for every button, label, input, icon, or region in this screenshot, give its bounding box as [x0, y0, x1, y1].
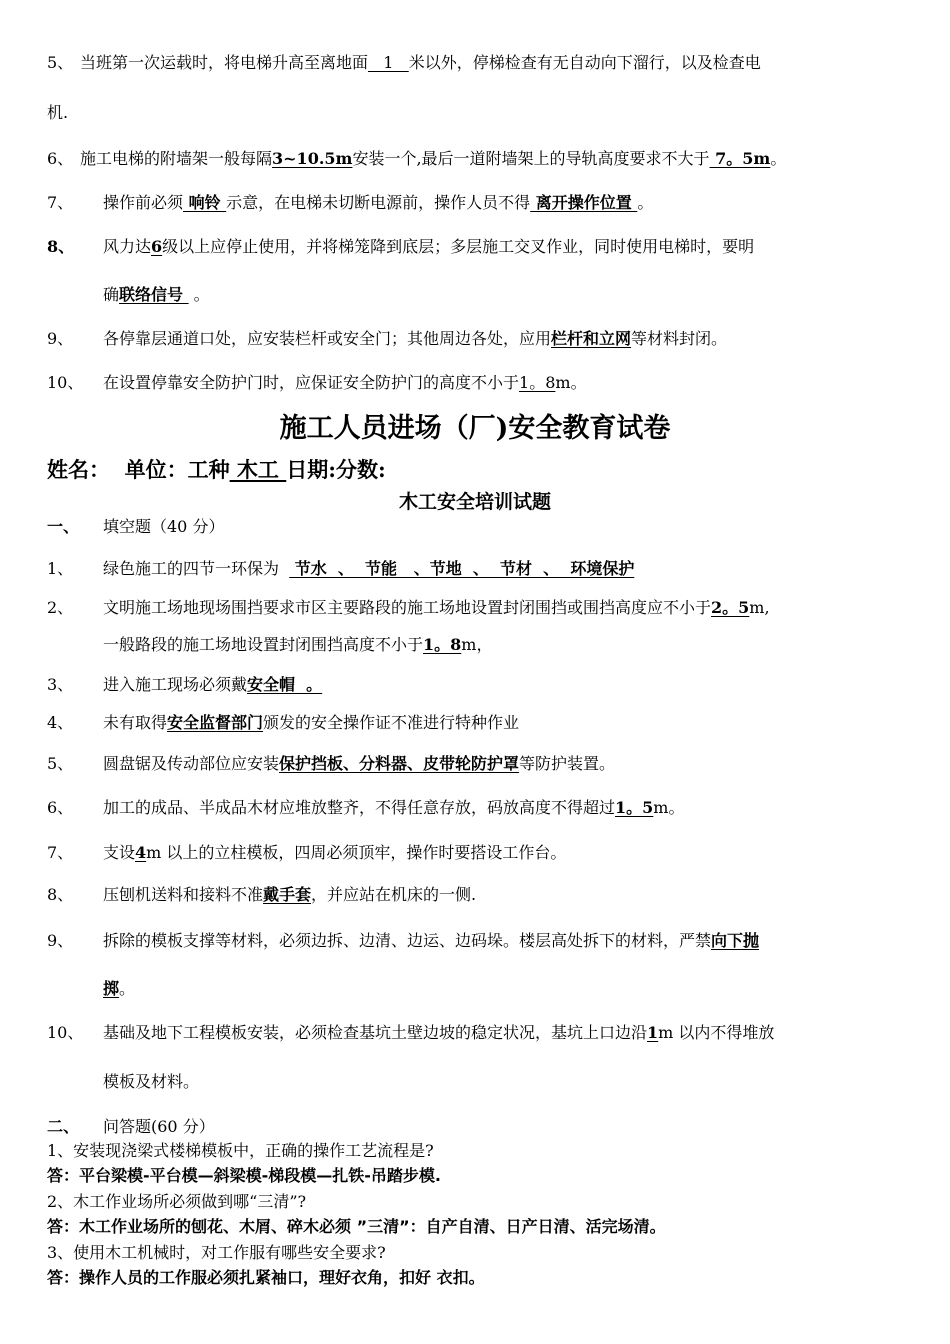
item-text: m，: [461, 635, 493, 654]
question-text: 3、使用木工机械时，对工作服有哪些安全要求?: [47, 1243, 386, 1262]
item-number: 8、: [47, 885, 74, 904]
item-number: 9、: [47, 931, 74, 950]
question-text: 2、木工作业场所必须做到哪“三清”?: [47, 1192, 307, 1211]
item-text: 支设: [103, 843, 136, 862]
item-text: 加工的成品、半成品木材应堆放整齐，不得任意存放，码放高度不得超过: [103, 798, 616, 817]
item-number: 2、: [47, 598, 74, 617]
answer-blank: 掷: [103, 979, 120, 998]
answer-blank: 4: [135, 843, 147, 862]
item-number: 4、: [47, 713, 74, 732]
answer-blank: 7。5m: [709, 149, 771, 168]
item-text: 进入施工现场必须戴: [103, 675, 248, 694]
answer-blank: 1: [368, 53, 409, 72]
item-text: 一般路段的施工场地设置封闭围挡高度不小于: [103, 635, 424, 654]
answer-blank: 戴手套: [263, 885, 312, 904]
answer-blank: 1。5: [615, 798, 654, 817]
item-number: 7、: [47, 843, 74, 862]
exam-subtitle: 木工安全培训试题: [398, 491, 551, 513]
answer-blank: 栏杆和立网: [551, 329, 632, 348]
answer-blank: 向下抛: [711, 931, 760, 950]
item-number: 6、: [47, 149, 74, 168]
answer-blank: 3~10.5m: [272, 149, 353, 168]
item-text: m,: [749, 598, 770, 617]
item-text: 米以外，停梯检查有无自动向下溜行，以及检查电: [408, 53, 761, 72]
section-label: 填空题（40 分）: [103, 517, 225, 536]
item-text: 级以上应停止使用，并将梯笼降到底层；多层施工交叉作业，同时使用电梯时，要明: [162, 237, 755, 256]
item-text: m。: [653, 798, 685, 817]
answer-blank: 保护挡板、分料器、皮带轮防护罩: [279, 754, 520, 773]
answer-blank: 离开操作位置: [530, 193, 638, 212]
item-text: 等防护装置。: [519, 754, 616, 773]
section-number: 二、: [47, 1117, 80, 1136]
exam-meta-line: [47, 456, 386, 484]
item-text: 。: [119, 979, 136, 998]
item-text: 颁发的安全操作证不准进行特种作业: [263, 713, 520, 732]
section-number: 一、: [47, 517, 80, 536]
item-text: 。: [637, 193, 654, 212]
item-text: 圆盘锯及传动部位应安装: [103, 754, 280, 773]
item-number: 10、: [47, 373, 84, 392]
section-label: 问答题(60 分）: [103, 1117, 215, 1136]
item-text: ，并应站在机床的一侧.: [311, 885, 477, 904]
item-text: 模板及材料。: [103, 1072, 200, 1091]
item-text: 拆除的模板支撑等材料，必须边拆、边清、边运、边码垛。楼层高处拆下的材料，严禁: [103, 931, 712, 950]
item-text: 绿色施工的四节一环保为: [103, 559, 290, 578]
answer-blank: 1。8: [423, 635, 462, 654]
item-number: 5、: [47, 53, 74, 72]
answer-blank: 安全帽 。: [247, 675, 323, 694]
item-number: 1、: [47, 559, 74, 578]
item-text: 。: [770, 149, 787, 168]
answer-blank: 6: [151, 237, 163, 256]
item-text: m 以内不得堆放: [658, 1023, 775, 1042]
answer-blank: 节水 、 节能 、节地 、 节材 、 环境保护: [289, 559, 635, 578]
item-number: 5、: [47, 754, 74, 773]
item-text: 未有取得: [103, 713, 168, 732]
item-text: 文明施工场地现场围挡要求市区主要路段的施工场地设置封闭围挡或围挡高度应不小于: [103, 598, 712, 617]
item-text: 示意，在电梯未切断电源前，操作人员不得: [226, 193, 531, 212]
item-number: 10、: [47, 1023, 84, 1042]
item-text: m 以上的立柱模板，四周必须顶牢，操作时要搭设工作台。: [146, 843, 567, 862]
answer-text: 答：平台梁模-平台模—斜梁模-梯段模—扎铁-吊踏步模.: [47, 1166, 442, 1185]
item-text: 各停靠层通道口处，应安装栏杆或安全门；其他周边各处，应用: [103, 329, 552, 348]
page-title: 施工人员进场（厂)安全教育试卷: [279, 413, 671, 444]
meta-labels: 日期:分数:: [286, 457, 386, 482]
item-text: m。: [555, 373, 587, 392]
item-text: 。: [188, 285, 210, 304]
answer-blank: 1。8: [519, 373, 556, 392]
item-text: 机.: [47, 103, 69, 122]
question-text: 1、安装现浇梁式楼梯模板中，正确的操作工艺流程是?: [47, 1141, 434, 1160]
item-text: 施工电梯的附墙架一般每隔: [80, 149, 273, 168]
answer-blank: 响铃: [183, 193, 227, 212]
item-text: 在设置停靠安全防护门时，应保证安全防护门的高度不小于: [103, 373, 520, 392]
answer-text: 答：操作人员的工作服必须扎紧袖口，理好衣角，扣好 衣扣。: [47, 1268, 485, 1287]
item-number: 8、: [47, 237, 75, 256]
item-number: 6、: [47, 798, 74, 817]
answer-blank: 1: [647, 1023, 659, 1042]
answer-blank: 2。5: [711, 598, 750, 617]
trade-value: 木工: [229, 457, 287, 482]
answer-blank: 安全监督部门: [167, 713, 264, 732]
item-text: 等材料封闭。: [631, 329, 728, 348]
item-text: 安装一个,最后一道附墙架上的导轨高度要求不大于: [352, 149, 710, 168]
item-number: 7、: [47, 193, 74, 212]
item-text: 操作前必须: [103, 193, 184, 212]
item-text: 风力达: [103, 237, 152, 256]
item-text: 基础及地下工程模板安装，必须检查基坑土壁边坡的稳定状况，基坑上口边沿: [103, 1023, 648, 1042]
item-text: 压刨机送料和接料不准: [103, 885, 264, 904]
meta-labels: 姓名： 单位：工种: [47, 457, 230, 482]
item-number: 9、: [47, 329, 74, 348]
item-text: 当班第一次运载时，将电梯升高至离地面: [80, 53, 369, 72]
item-text: 确: [103, 285, 120, 304]
item-number: 3、: [47, 675, 74, 694]
answer-blank: 联络信号: [119, 285, 189, 304]
answer-text: 答：木工作业场所的刨花、木屑、碎木必须 ”三清”：自产自清、日产日清、活完场清。: [47, 1217, 666, 1236]
